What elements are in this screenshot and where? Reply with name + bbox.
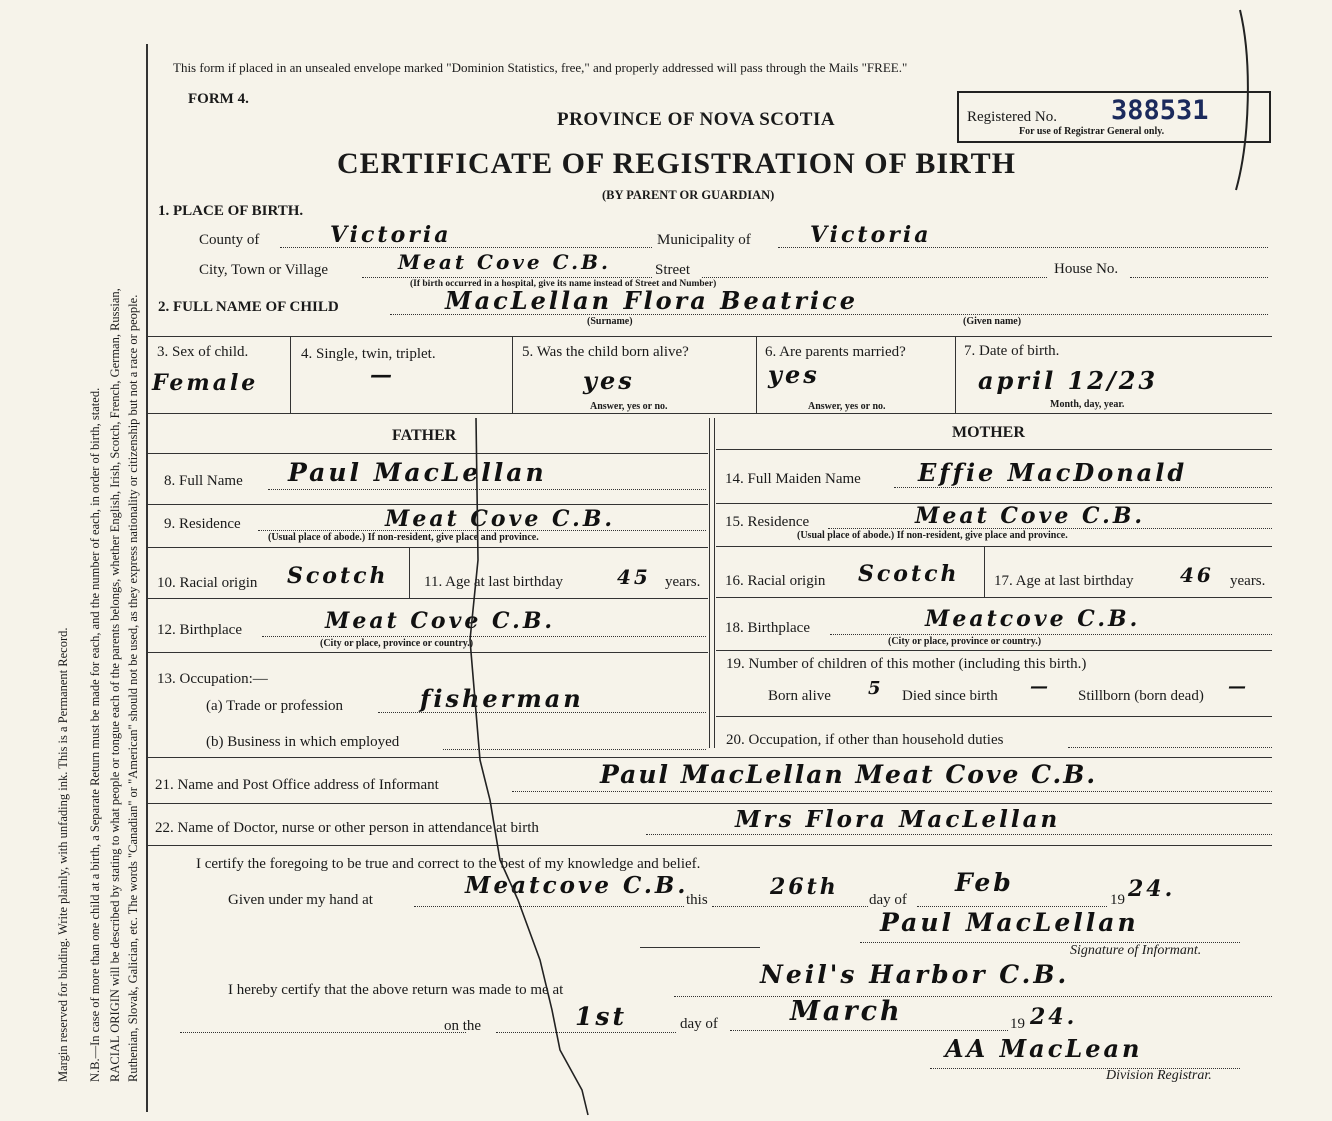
mother-age-value: 46 [1180,563,1214,587]
certificate-title: CERTIFICATE OF REGISTRATION OF BIRTH [337,147,1016,180]
row3-top-rule [148,336,1272,337]
street-note: (If birth occurred in a hospital, give its name instead of Street and Number) [410,279,717,289]
died-label: Died since birth [902,688,998,704]
given-place-value: Meatcove C.B. [465,872,689,899]
certify-text: I certify the foregoing to be true and correct to the best of my knowledge and belief. [196,856,701,872]
left-border [146,44,148,1112]
father-row3-rule [148,598,708,599]
born-alive-value: 5 [868,678,884,699]
mother-occupation-label: 20. Occupation, if other than household duties [726,732,1004,748]
father-trade-value: fisherman [420,684,584,713]
father-race-label: 10. Racial origin [157,575,258,591]
stillborn-label: Stillborn (born dead) [1078,688,1204,704]
date-value: april 12/23 [978,366,1159,395]
given-name-note: (Given name) [963,316,1022,327]
informant-signature: Paul MacLellan [880,908,1139,937]
given-place-line [414,906,684,907]
father-name-line [268,489,706,490]
father-birthplace-value: Meat Cove C.B. [325,608,556,634]
given-label: Given under my hand at [228,892,373,908]
mother-years: years. [1230,573,1266,589]
father-business-line [443,749,706,750]
died-value: — [1030,676,1051,697]
sex-label: 3. Sex of child. [157,344,249,360]
father-header: FATHER [392,427,457,444]
doctor-rule [148,845,1272,846]
married-label: 6. Are parents married? [765,344,906,360]
certificate-subtitle: (BY PARENT OR GUARDIAN) [602,188,775,202]
given-year-prefix: 19 [1110,892,1125,908]
form-number: FORM 4. [188,91,249,107]
house-line [1130,277,1268,278]
mother-row2-rule [716,546,1272,547]
mother-residence-note: (Usual place of abode.) If non-resident, give place and province. [797,530,1068,541]
registrar-day-line [496,1032,676,1033]
informant-line [512,791,1272,792]
father-birthplace-note: (City or place, province or country.) [320,638,474,649]
registrar-day-of: day of [680,1016,718,1032]
father-age-value: 45 [617,565,651,589]
given-year-value: 24. [1128,876,1176,902]
signature-informant-label: Signature of Informant. [1070,943,1202,958]
father-trade-label: (a) Trade or profession [206,698,344,714]
city-value: Meat Cove C.B. [398,250,611,274]
informant-value: Paul MacLellan Meat Cove C.B. [600,760,1098,789]
municipality-value: Victoria [810,222,932,248]
mother-race-label: 16. Racial origin [725,573,826,589]
mother-residence-value: Meat Cove C.B. [915,503,1146,529]
street-label: Street [655,262,690,278]
mother-children-label: 19. Number of children of this mother (including this birth.) [726,656,1087,672]
county-label: County of [199,232,260,248]
row3-div3 [756,336,757,413]
father-years: years. [665,574,701,590]
margin-note-ruthenian: Ruthenian, Slovak, Galician, etc. The words "Canadian" or "American" should not be used, as they express nationality or citizenship but not a race or people. [126,294,140,1082]
father-business-label: (b) Business in which employed [206,734,400,750]
given-day-of: day of [869,892,907,908]
registrar-year-prefix: 19 [1010,1016,1025,1032]
alive-label: 5. Was the child born alive? [522,344,689,360]
father-birthplace-label: 12. Birthplace [157,622,242,638]
top-notice: This form if placed in an unsealed envelope marked "Dominion Statistics, free," and properly addressed will pass through the Mails "FREE." [173,60,908,75]
alive-note: Answer, yes or no. [590,401,668,412]
single-value: — [370,362,395,388]
mother-occupation-line [1068,747,1272,748]
father-residence-value: Meat Cove C.B. [385,506,616,532]
mother-birthplace-value: Meatcove C.B. [925,606,1141,632]
sex-value: Female [152,370,259,396]
doctor-line [646,834,1272,835]
row3-div1 [290,336,291,413]
mother-residence-label: 15. Residence [725,514,810,530]
mother-name-value: Effie MacDonald [918,458,1188,487]
informant-label: 21. Name and Post Office address of Informant [155,777,439,793]
father-row1-rule [148,504,708,505]
given-day-line [712,906,868,907]
house-label: House No. [1054,261,1119,277]
doctor-value: Mrs Flora MacLellan [735,806,1061,833]
father-age-label: 11. Age at last birthday [424,574,563,590]
registrar-lead-line [180,1032,466,1033]
mother-birthplace-line [830,634,1272,635]
registered-note: For use of Registrar General only. [1019,126,1165,137]
parents-bottom-rule [148,757,1272,758]
date-note: Month, day, year. [1050,399,1125,410]
father-race-value: Scotch [287,563,389,589]
registrar-day-value: 1st [575,1002,628,1031]
mother-row3-rule [716,597,1272,598]
registered-label: Registered No. [967,109,1057,125]
margin-note-racial: RACIAL ORIGIN will be described by stating to what people or tongue each of the parents belongs, whether English, Irish, Scotch, French, German, Russian, [108,288,122,1082]
father-race-div [409,548,410,598]
alive-value: yes [583,366,635,395]
doctor-label: 22. Name of Doctor, nurse or other person in attendance at birth [155,820,539,836]
given-month-line [917,906,1107,907]
division-registrar-label: Division Registrar. [1106,1068,1212,1083]
single-label: 4. Single, twin, triplet. [301,346,436,362]
county-value: Victoria [330,222,452,248]
row3-div2 [512,336,513,413]
row3-div4 [955,336,956,413]
city-line [362,277,652,278]
informant-rule [148,803,1272,804]
signature-left-rule [640,947,760,948]
registered-number: 388531 [1111,95,1209,126]
father-name-value: Paul MacLellan [288,458,547,487]
father-header-rule [148,453,708,454]
parents-divider [709,418,715,748]
mother-race-value: Scotch [858,561,960,587]
margin-note-binding: Margin reserved for binding. Write plainly, with unfading ink. This is a Permanent Record. [56,627,70,1082]
registrar-on-the: on the [444,1018,482,1034]
father-occupation-label: 13. Occupation:— [157,671,268,687]
mother-birthplace-label: 18. Birthplace [725,620,810,636]
stillborn-value: — [1228,676,1249,697]
mother-race-div [984,547,985,597]
mother-name-label: 14. Full Maiden Name [725,471,861,487]
mother-row5-rule [716,716,1272,717]
registered-box [957,91,1271,143]
registrar-text: I hereby certify that the above return was made to me at [228,982,564,998]
married-value: yes [768,360,820,389]
row3-bottom-rule [148,413,1272,414]
child-name-label: 2. FULL NAME OF CHILD [158,299,339,315]
margin-note-nb: N.B.—In case of more than one child at a birth, a Separate Return must be made for each, and the number of each, in order of birth, stated. [88,387,102,1082]
mother-name-line [894,487,1272,488]
given-this: this [686,892,708,908]
married-note: Answer, yes or no. [808,401,886,412]
place-heading: 1. PLACE OF BIRTH. [158,203,304,219]
registrar-year-value: 24. [1030,1004,1078,1030]
given-day-value: 26th [770,874,839,900]
surname-note: (Surname) [587,316,633,327]
mother-birthplace-note: (City or place, province or country.) [888,636,1042,647]
municipality-label: Municipality of [657,232,751,248]
father-row2-rule [148,547,708,548]
mother-header: MOTHER [952,424,1025,441]
province-title: PROVINCE OF NOVA SCOTIA [557,109,836,130]
father-name-label: 8. Full Name [164,473,243,489]
registrar-place-value: Neil's Harbor C.B. [760,960,1070,989]
city-label: City, Town or Village [199,262,329,278]
date-label: 7. Date of birth. [964,343,1060,359]
registrar-signature: AA MacLean [945,1034,1143,1063]
mother-row4-rule [716,650,1272,651]
father-birthplace-line [262,636,706,637]
mother-age-label: 17. Age at last birthday [994,573,1134,589]
mother-header-rule [716,449,1272,450]
street-line [702,277,1047,278]
registrar-place-line [674,996,1272,997]
father-row4-rule [148,652,708,653]
given-month-value: Feb [955,868,1014,897]
child-name-value: MacLellan Flora Beatrice [445,286,859,315]
father-residence-note: (Usual place of abode.) If non-resident, give place and province. [268,532,539,543]
registrar-month-value: March [790,996,903,1027]
born-alive-label: Born alive [768,688,831,704]
father-residence-label: 9. Residence [164,516,241,532]
registrar-month-line [730,1030,1008,1031]
